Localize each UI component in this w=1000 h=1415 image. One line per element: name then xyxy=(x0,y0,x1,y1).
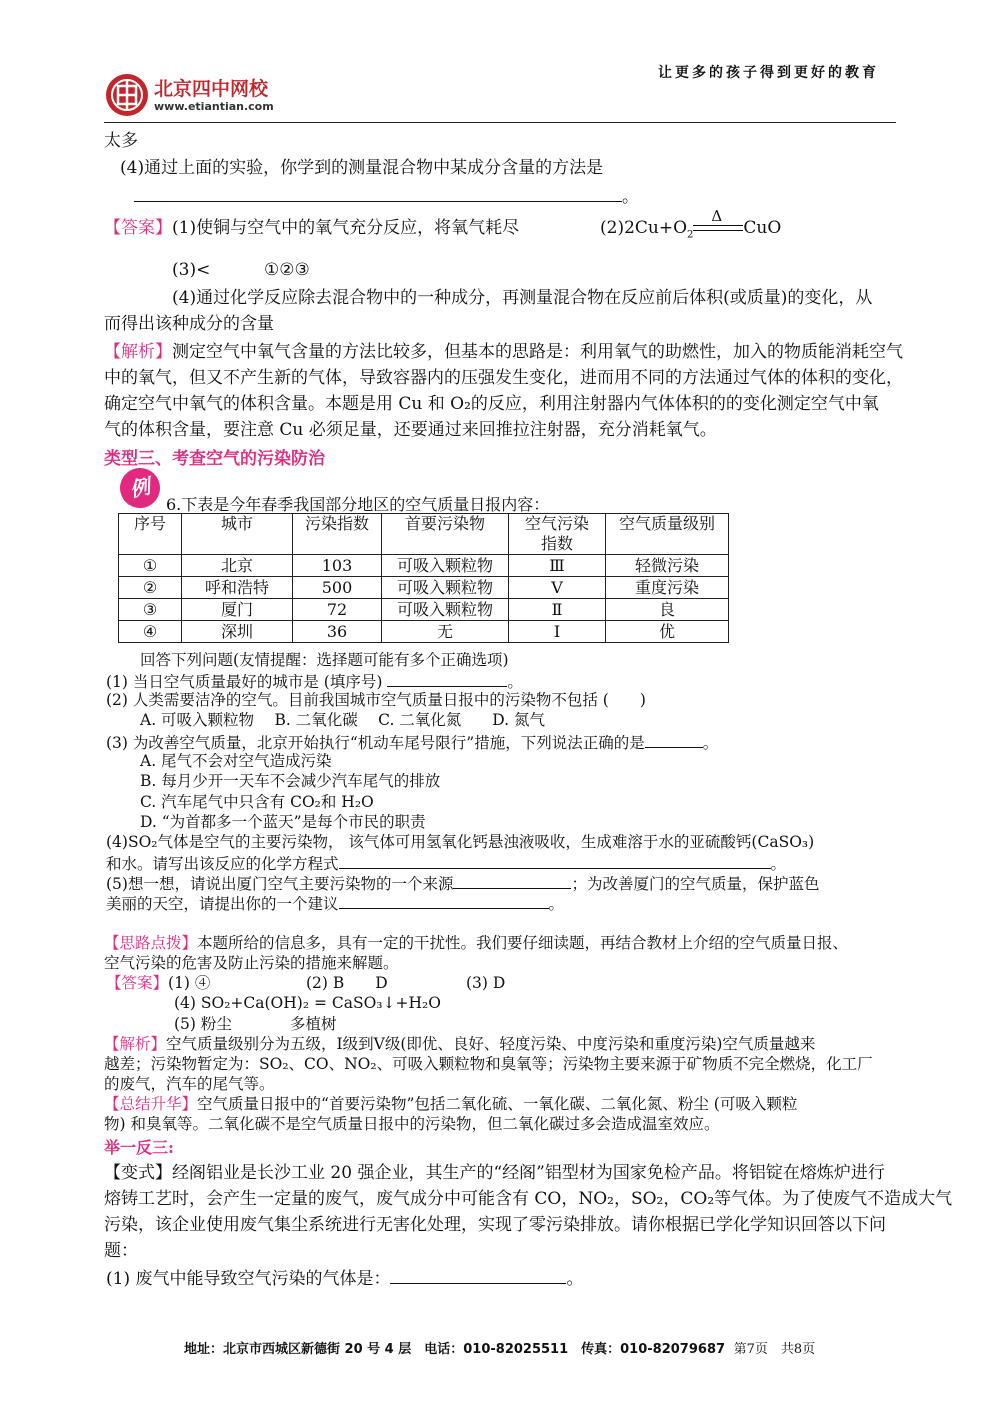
table-row xyxy=(119,599,729,621)
table-row xyxy=(119,577,729,599)
answer-tag: 【答案】 xyxy=(106,974,169,992)
footer-address: 地址：北京市西城区新德街 20 号 4 层 电话：010-82025511 传真：010-82079687 xyxy=(184,1342,726,1357)
table-cell: 厦门 xyxy=(182,599,293,621)
header-line: 空气污染 xyxy=(524,514,589,533)
analysis-2 xyxy=(104,1034,815,1055)
variant-tag: 【变式】 xyxy=(104,1163,172,1183)
variant-text: 经阁铝业是长沙工业 20 强企业，其生产的“经阁”铝型材为国家免检产品。将铝锭在熔炼炉进行 xyxy=(172,1163,885,1183)
logo xyxy=(104,70,304,120)
analysis-tag: 【解析】 xyxy=(104,1035,167,1053)
blank xyxy=(134,185,622,202)
header-line: 指数 xyxy=(540,534,573,553)
table-cell: Ⅲ xyxy=(509,555,606,577)
table-cell: 72 xyxy=(293,599,382,621)
blank xyxy=(339,892,549,909)
table-header-cell: 空气质量级别 xyxy=(606,514,729,555)
punct: 。 xyxy=(548,895,565,913)
analysis-line: 确定空气中氧气的体积含量。本题是用 Cu 和 O₂的反应，利用注射器内气体体积的的变化测定空气中氧 xyxy=(104,394,879,414)
hint-line: 空气污染的危害及防止污染的措施来解题。 xyxy=(104,954,399,972)
table-cell: 深圳 xyxy=(182,621,293,643)
table-cell: 无 xyxy=(382,621,509,643)
answer-blank-line xyxy=(134,184,639,210)
punct: 。 xyxy=(622,187,639,207)
hint-text: 本题所给的信息多，具有一定的干扰性。我们要仔细读题，再结合教材上介绍的空气质量日报、 xyxy=(197,934,849,952)
analysis-text: 空气质量级别分为五级，Ⅰ级到Ⅴ级(即优、良好、轻度污染、中度污染和重度污染)空气质量越来 xyxy=(166,1035,816,1053)
table-cell: ④ xyxy=(119,621,182,643)
blank xyxy=(645,731,703,748)
table-cell: 优 xyxy=(606,621,729,643)
subsection-heading: 举一反三: xyxy=(104,1138,174,1157)
analysis-line: 的废气，汽车的尾气等。 xyxy=(104,1075,275,1093)
table-cell: 重度污染 xyxy=(606,577,729,599)
answer-item: (4) SO₂+Ca(OH)₂ = CaSO₃↓+H₂O xyxy=(174,994,441,1012)
header-rule xyxy=(104,122,896,123)
answer-3a: (3)< xyxy=(172,260,211,280)
delta-symbol: Δ xyxy=(711,206,723,225)
air-quality-table xyxy=(118,513,729,643)
answer-item: (3) D xyxy=(466,974,506,992)
analysis-line: 气的体积含量，要注意 Cu 必须足量，还要通过来回推拉注射器，充分消耗氧气。 xyxy=(104,420,717,440)
hint-tag: 【思路点拨】 xyxy=(104,934,198,952)
answer-text: (1)使铜与空气中的氧气充分反应，将氧气耗尽 xyxy=(172,218,520,238)
section-heading: 类型三、考查空气的污染防治 xyxy=(104,449,325,469)
punct: 。 xyxy=(507,673,523,691)
variant-line: 污染，该企业使用废气集尘系统进行无害化处理，实现了零污染排放。请你根据已学化学知识回答以下问 xyxy=(104,1215,886,1235)
subquestion-2-options: A. 可吸入颗粒物 B. 二氧化碳 C. 二氧化氮 D. 氮气 xyxy=(140,711,546,729)
equation xyxy=(600,206,782,241)
answer-4-line2: 而得出该种成分的含量 xyxy=(104,314,274,334)
table-cell: Ⅱ xyxy=(509,599,606,621)
slogan: 让更多的孩子得到更好的教育 xyxy=(658,65,879,81)
subquestion-4: (4)SO₂气体是空气的主要污染物， 该气体可用氢氧化钙悬浊液吸收，生成难溶于水的亚硫酸钙(CaSO₃) xyxy=(106,833,815,851)
eq-right: CuO xyxy=(743,218,782,238)
table-cell: 轻微污染 xyxy=(606,555,729,577)
table-header-row xyxy=(119,514,729,555)
s4-text: 和水。请写出该反应的化学方程式 xyxy=(106,855,339,873)
variant-question xyxy=(104,1160,885,1186)
option-d: D. “为首都多一个蓝天”是每个市民的职责 xyxy=(140,813,426,831)
s5-text: 美丽的天空，请提出你的一个建议 xyxy=(106,895,339,913)
table-cell: 良 xyxy=(606,599,729,621)
blank xyxy=(453,872,571,889)
s5-text: ；为改善厦门的空气质量，保护蓝色 xyxy=(571,875,820,893)
option-c: C. 汽车尾气中只含有 CO₂和 H₂O xyxy=(140,793,374,811)
page-number: 第7页 共8页 xyxy=(733,1342,816,1357)
table-cell: Ⅰ xyxy=(509,621,606,643)
option-a: A. 尾气不会对空气造成污染 xyxy=(140,752,332,770)
punct: 。 xyxy=(566,1269,584,1289)
table-cell: 呼和浩特 xyxy=(182,577,293,599)
answer-prompt: 回答下列问题(友情提醒：选择题可能有多个正确选项) xyxy=(140,651,509,669)
s1-text: (1) 当日空气质量最好的城市是 (填序号) xyxy=(106,673,383,691)
analysis-line: 测定空气中氧气含量的方法比较多，但基本的思路是：利用氧气的助燃性，加入的物质能消耗空气 xyxy=(172,342,903,362)
variant-line: 熔铸工艺时，会产生一定量的废气，废气成分中可能含有 CO，NO₂，SO₂，CO₂等气体。为了使废气不造成大气 xyxy=(104,1189,953,1209)
answer-item: (1) ④ xyxy=(168,974,211,992)
school-emblem-icon xyxy=(104,72,150,118)
answer-1-line xyxy=(104,215,519,241)
table-cell: ② xyxy=(119,577,182,599)
table-cell: 北京 xyxy=(182,555,293,577)
hint-1 xyxy=(104,933,848,954)
analysis-line: 越差；污染物暂定为：SO₂、CO、NO₂、可吸入颗粒物和臭氧等；污染物主要来源于矿物质不完全燃烧，化工厂 xyxy=(104,1055,873,1073)
analysis-1 xyxy=(104,339,903,365)
q6-intro-text: 6.下表是今年春季我国部分地区的空气质量日报内容： xyxy=(166,495,550,514)
question-4: (4)通过上面的实验，你学到的测量混合物中某成分含量的方法是 xyxy=(120,158,604,178)
table-cell: ③ xyxy=(119,599,182,621)
answer-item: (5) 粉尘 xyxy=(174,1015,232,1033)
table-cell: 103 xyxy=(293,555,382,577)
answer-item: (2) B D xyxy=(306,974,388,992)
answer-4-line1: (4)通过化学反应除去混合物中的一种成分，再测量混合物在反应前后体积(或质量)的变化，从 xyxy=(172,288,873,308)
table-header-cell: 城市 xyxy=(182,514,293,555)
eq-left: (2)2Cu+O xyxy=(600,218,688,238)
logo-text: 北京四中网校 xyxy=(154,78,269,100)
blank xyxy=(387,670,507,687)
logo-url: www.etiantian.com xyxy=(154,100,274,113)
table-row xyxy=(119,621,729,643)
blank xyxy=(339,852,771,869)
eq-sub: 2 xyxy=(687,229,694,241)
table-header-cell: 序号 xyxy=(119,514,182,555)
blank xyxy=(390,1267,566,1284)
table-cell: 36 xyxy=(293,621,382,643)
table-cell: 500 xyxy=(293,577,382,599)
summary-line: 物) 和臭氧等。二氧化碳不是空气质量日报中的污染物，但二氧化碳过多会造成温室效应。 xyxy=(104,1115,720,1133)
variant-line: 题： xyxy=(104,1241,138,1261)
summary-text: 空气质量日报中的“首要污染物”包括二氧化硫、一氧化碳、二氧化氮、粉尘 (可吸入颗粒 xyxy=(197,1095,798,1113)
table-header-cell: 污染指数 xyxy=(293,514,382,555)
s5-text: (5)想一想，请说出厦门空气主要污染物的一个来源 xyxy=(106,875,454,893)
punct: 。 xyxy=(770,855,787,873)
table-cell: ① xyxy=(119,555,182,577)
answer-tag: 【答案】 xyxy=(104,218,172,238)
table-cell: 可吸入颗粒物 xyxy=(382,599,509,621)
answer-2 xyxy=(106,973,210,994)
variant-subquestion-1 xyxy=(106,1266,583,1292)
summary-tag: 【总结升华】 xyxy=(104,1095,198,1113)
summary xyxy=(104,1094,797,1115)
subquestion-5-line2 xyxy=(106,892,564,915)
analysis-line: 中的氧气，但又不产生新的气体，导致容器内的压强发生变化，进而用不同的方法通过气体的体积的变化， xyxy=(104,368,903,388)
answer-3b: ①②③ xyxy=(264,260,310,280)
footer xyxy=(184,1338,815,1357)
text-line: 太多 xyxy=(104,131,138,151)
table-header-cell: 首要污染物 xyxy=(382,514,509,555)
vq1-text: (1) 废气中能导致空气污染的气体是： xyxy=(106,1269,391,1289)
table-row xyxy=(119,555,729,577)
example-badge: 例 xyxy=(116,464,163,511)
question-6-intro xyxy=(166,495,549,515)
table-header-cell xyxy=(509,514,606,555)
subquestion-2: (2) 人类需要洁净的空气。目前我国城市空气质量日报中的污染物不包括 ( ) xyxy=(106,691,646,709)
eq-arrow xyxy=(693,206,743,237)
punct: 。 xyxy=(702,734,719,752)
option-b: B. 每月少开一天车不会减少汽车尾气的排放 xyxy=(140,772,441,790)
answer-item: 多植树 xyxy=(290,1015,337,1033)
analysis-tag: 【解析】 xyxy=(104,342,172,362)
table-cell: 可吸入颗粒物 xyxy=(382,577,509,599)
table-cell: 可吸入颗粒物 xyxy=(382,555,509,577)
s3-text: (3) 为改善空气质量，北京开始执行“机动车尾号限行”措施，下列说法正确的是 xyxy=(106,734,645,752)
table-cell: V xyxy=(509,577,606,599)
